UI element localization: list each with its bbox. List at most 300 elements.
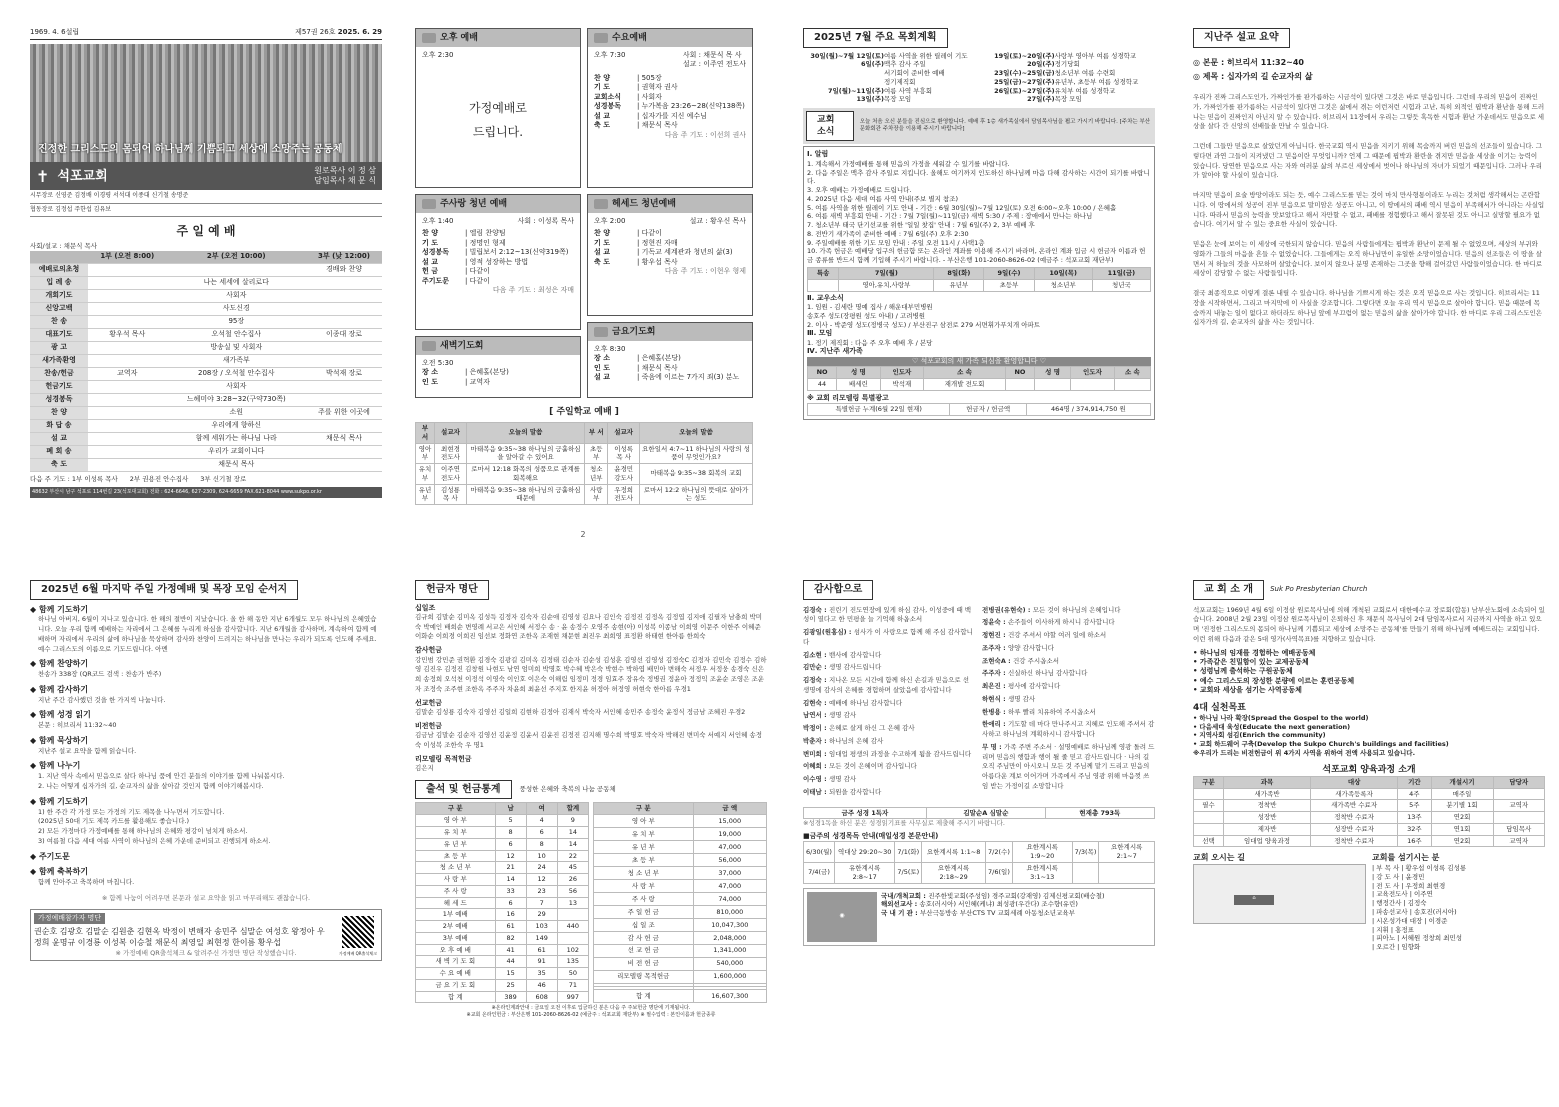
table-cell: 61	[495, 921, 526, 933]
thanks-name: 하현식 :	[982, 694, 1008, 703]
table-cell: 464명 / 374,914,750 원	[1026, 404, 1150, 416]
news-body	[803, 146, 1155, 420]
table-row	[982, 60, 1155, 69]
table-cell: 합 계	[594, 990, 694, 1003]
table-row	[30, 264, 382, 277]
table-cell	[306, 420, 382, 433]
table-header: 과목	[1223, 776, 1310, 788]
prayer-next-2: 2부 권용진 안수집사	[129, 475, 189, 484]
table-cell: 우리에게 향하신	[166, 420, 306, 433]
table-cell: 50	[557, 968, 588, 980]
table-cell: 6	[495, 897, 526, 909]
table-cell: 초등부	[984, 279, 1034, 291]
table-row	[803, 87, 976, 96]
sunday-school-title: [ 주일학교 예배 ]	[549, 407, 619, 417]
table-row	[416, 862, 589, 874]
goal-item: • 성령님께 출석하는 구원공동체	[1193, 667, 1293, 676]
thanks-name: 이태남 :	[803, 787, 829, 796]
table-cell	[306, 290, 382, 303]
table-cell: 6/30(월)	[804, 842, 835, 863]
item-value: | 정명인 형제	[465, 238, 506, 247]
item-label: 장 소	[422, 368, 438, 377]
table-header: 11일(금)	[1092, 268, 1150, 280]
church-name: 석포교회	[57, 168, 108, 184]
table-cell: 10	[526, 850, 557, 862]
table-row	[803, 69, 976, 78]
offering-names: 강민범 강민준 권혁환 김경숙 김광길 김미옥 김정태 김순자 김순성 김성훈 김영선 김영성 김정숙C 김정자 김민숙 김정수 김하영 김진우 김정진 김창원 나현도 남연 엄미희 박명호 박수혜 박은숙 박현수 박하엽 배민아 변해숙 서정우 서정웅 송경숙 신은희 송정희 오석천 이정석 이영숙 이인호 이은숙 이해림 임정미 정경 임효주 장유숙 정병권 정윤아 정정익 조윤순 조영은 조운자 조정숙 조주현 조한옥 주주자 차윤희 최윤선 주지호 한지윤 허정아 허정영 허현숙 한아름 우경1	[415, 655, 767, 693]
reading-note: ※성경1독을 하신 분은 성경읽기표를 사무실로 제출해 주시기 바랍니다.	[803, 819, 1005, 828]
table-cell	[88, 277, 166, 290]
table-row	[982, 87, 1155, 96]
table-cell: 12	[526, 874, 557, 886]
newcomer-banner: ♡ 석포교회의 새 가족 되심을 환영합니다 ♡	[807, 357, 1151, 366]
table-row	[1194, 812, 1545, 824]
table-cell	[88, 420, 166, 433]
plan-title: 2025년 7월 주요 목회계획	[803, 28, 948, 48]
table-cell: 헌금기도	[30, 381, 88, 394]
mission-label: 국내/개척교회 :	[881, 891, 929, 900]
list-item	[594, 121, 746, 130]
item-label: 장 소	[594, 354, 610, 363]
thanks-item	[803, 676, 976, 696]
table-cell: 청 소 년 부	[594, 867, 694, 880]
sermon-paragraph: 그런데 그들만 믿음으로 살았던게 아닙니다. 한국교회 역시 믿음을 지키기 위해 목숨까지 버린 믿음의 선조들이 있습니다. 그렇다면 과연 그들이 지켜냈던 그 믿음이란 무엇입니까? 언제 그 때문에 핍박과 환란을 겪지만 믿음을 세상을 이기는 능력이 있습니다. 당연한 믿음으로 사는 자와 여러분 삶의 부르신 세상에서 벗어나 하나님의 자녀가 되었기 때문입니다. 그러나 우리가 알아야 할 사실이 있습니다.	[1193, 142, 1543, 180]
offering-names: 김규희 김말순 김미옥 김성득 김정자 김숙자 김순애 김영성 김요나 김인숙 김정진 김정옥 김정엽 김지애 김필자 남충희 박미숙 박예인 배희순 변영례 서교은 서인혜 서정수 송 · 윤 송정수 오영주 송현(아) 이성복 이종남 이희영 이문주 이한주 이혜준 이화순 이희경 이희진 임선보 정화연 조한옥 조재현 채문현 최진우 최희영 표정환 하태현 한아름 한희숙	[415, 612, 763, 641]
thanks-item	[982, 669, 1155, 679]
fw-heading: ◆ 함께 찬양하기	[30, 659, 89, 669]
offering-category: 비전헌금	[415, 721, 443, 730]
plan-date: 26일(토)~27일(주)	[994, 86, 1055, 95]
table-row	[416, 815, 589, 827]
page-7	[803, 580, 1155, 1100]
cross-icon: ✝	[36, 166, 50, 186]
table-header: 2부 (오전 10:00)	[166, 251, 306, 264]
thanks-text: 양양 감사합니다	[1007, 643, 1054, 652]
table-cell: 성경봉독	[30, 394, 88, 407]
thanks-name: 김광일(원홍심) :	[803, 628, 854, 636]
notice-item: 9. 주일예배를 위한 기도 모임 안내 : 주일 오전 11시 / 사택1층	[807, 238, 985, 247]
item-label: 기 도	[594, 238, 610, 247]
plan-right-table	[982, 52, 1155, 105]
table-cell: 35	[526, 968, 557, 980]
table-cell	[88, 316, 166, 329]
thanks-text: 하나님의 은혜 감사	[828, 736, 884, 745]
mission-value: 송호(러시아) 서인혜(케냐) 최성광(우간다) 조수향(유린)	[919, 900, 1078, 909]
offering-stats-table	[593, 802, 767, 1003]
fw-heading: ◆ 함께 축복하기	[30, 867, 89, 877]
issue-header	[30, 28, 382, 40]
table-cell	[1099, 863, 1155, 884]
action-item: • 지역사회 섬김(Enrich the community)	[1193, 731, 1326, 740]
mission-value: 부산극동방송 부산CTS TV 교회세례 아동청소년교육부	[920, 909, 1075, 918]
table-cell: 2,048,000	[693, 931, 766, 944]
offering-category: 리모델링 목적헌금	[415, 754, 472, 763]
item-value: | 다같이	[465, 276, 490, 285]
table-row	[416, 484, 753, 505]
table-cell: 주 일 헌 금	[594, 905, 694, 918]
table-cell: 금 요 기 도 회	[416, 979, 496, 991]
table-header: 대상	[1311, 776, 1398, 788]
thanks-name: 남연서 :	[803, 711, 829, 720]
thanks-name: 김정숙 :	[803, 676, 829, 684]
fw-text: 본문 : 히브리서 11:32~40	[38, 721, 117, 730]
fw-heading: ◆ 함께 기도하기	[30, 796, 89, 806]
item-value: | 다같이	[465, 267, 490, 276]
mission-row	[881, 909, 1151, 918]
plan-event: 정기당회	[1054, 60, 1080, 69]
afternoon-body: 가정예배로 드립니다.	[469, 101, 527, 140]
table-row	[803, 52, 976, 61]
mission-row	[881, 900, 1151, 909]
table-cell	[1114, 379, 1150, 391]
page-number-2: 2	[580, 530, 586, 539]
goal-item: • 가족같은 친밀함이 있는 교제공동체	[1193, 657, 1309, 666]
goal-item: • 예수 그리스도의 장성한 분량에 이르는 훈련공동체	[1193, 676, 1355, 685]
offering-names: 김금남 김말순 김순자 김영선 김윤정 김윤서 김윤진 김정진 김지해 명수희 박명호 박숙자 박해진 변미숙 서예지 서인혜 송정숙 이성복 조한숙 우 명1	[415, 731, 763, 749]
remodel-table	[807, 403, 1151, 416]
table-cell: 새 벽 기 도 회	[416, 956, 496, 968]
thanks-item	[982, 606, 1155, 616]
table-cell: 91	[526, 956, 557, 968]
table-cell: 최현경 전도사	[435, 443, 467, 464]
table-cell: 나는 세세에 살리로다	[166, 277, 306, 290]
thanks-item	[982, 618, 1155, 628]
table-row	[416, 944, 589, 956]
notice-item: 8. 전반기 새가족이 준비한 예배 : 7월 6일(주) 오후 2:30	[807, 229, 969, 238]
sermon-paragraph: 우리가 진짜 그리스도인가, 가짜인가를 판가름하는 시금석이 있다면 그것은 바로 믿음입니다. 그런데 우리의 믿음이 진짜인가, 가짜인가를 판가름하는 시금석이 있다면 그것은 삶에서 겪는 이런저런 시험과 고난, 특히 외적인 핍박과 환난을 통해 드러나는 믿음이 진짜인지 아닌지 알 수 있습니다. 히브리서 11장에서 우리는 그렇듯 혹독한 시험과 환난 가운데서도 믿음으로 세상을 살다 간 신앙의 선배들을 만날 수 있습니다.	[1193, 93, 1545, 131]
thanks-item	[803, 651, 976, 661]
table-cell: 선 교 헌 금	[594, 944, 694, 957]
table-row	[416, 464, 753, 485]
table-cell	[88, 446, 166, 459]
thanks-text: 지나온 모든 시간에 함께 하신 손길과 믿음으로 선 생명에 감사의 은혜를 경험하며 살았음에 감사합니다	[803, 676, 970, 694]
table-cell: 광 고	[30, 342, 88, 355]
book-icon	[594, 33, 608, 43]
book-icon	[422, 33, 436, 43]
table-row	[982, 95, 1155, 104]
sermon-paragraph: 마지막 믿음이 요술 방망이라도 되는 듯, 예수 그리스도를 믿는 것이 마치 만사형통이라도 누리는 것처럼 생각해서는 곤란합니다. 이 땅에서의 성공이 진부 믿음으로 말미암은 성공도 아니고, 이 땅에서의 패배 역시 믿음이 부족해서가 아니라는 사실입니다. 따라서 믿음의 능력을 맛보았다고 해서 자만할 수 없고, 패배를 경험했다고 해서 잘못된 것도 아니고 실망할 필요가 없습니다. 여기서 알 수 있는 중요한 사실이 있습니다.	[1193, 191, 1545, 229]
sermon-title: ◎ 제목 : 십자가의 길 순교자의 삶	[1193, 72, 1313, 82]
table-cell	[166, 264, 306, 277]
youth-time: 오후 1:40	[422, 217, 454, 225]
congregation-photo	[30, 44, 382, 162]
table-header: 금 액	[693, 803, 766, 815]
reading-cell: 김말순A 심말순	[926, 807, 1045, 819]
table-row	[30, 316, 382, 329]
table-cell	[306, 381, 382, 394]
table-row	[30, 355, 382, 368]
table-cell: 합 계	[416, 991, 496, 1003]
table-cell: 함께 세워가는 하나님 나라	[166, 433, 306, 446]
plan-event: 서기회이 준비한 예배	[883, 69, 945, 78]
service-order-table	[30, 251, 382, 473]
reading-plan-title: ■금주의 성경목독 안내(매일성경 본문안내)	[803, 832, 939, 841]
office-item: | 오르간 | 임향화	[1372, 943, 1421, 952]
office-item: | 파송선교사 | 송호진(러시아)	[1372, 908, 1457, 917]
thanks-text: 건강 주시옵소서	[1013, 656, 1060, 665]
item-label: 교회소식	[594, 92, 622, 101]
table-cell	[1194, 788, 1224, 800]
table-row	[416, 874, 589, 886]
qr-code-icon[interactable]	[342, 916, 374, 948]
table-cell	[306, 342, 382, 355]
table-cell	[808, 279, 839, 291]
plan-date	[803, 69, 884, 78]
member-news-item: 송호주 성도(장평원 성도 아내) / 고려병원	[807, 311, 926, 320]
list-item	[594, 239, 746, 248]
table-cell: 7/1(화)	[895, 842, 922, 863]
table-cell: 주 사 랑	[416, 885, 496, 897]
thanks-text: 예배에 하나님 감사합니다	[828, 698, 903, 707]
table-cell: 6	[495, 838, 526, 850]
table-header: 3부 (낮 12:00)	[306, 251, 382, 264]
fri-time: 오후 8:30	[594, 345, 626, 353]
table-header: 9일(수)	[984, 268, 1034, 280]
table-cell: 담임목사	[1493, 823, 1544, 835]
meeting-item: 1. 정기 제직회 : 다음 주 오후 예배 후 / 본당	[807, 338, 933, 347]
fw-text: 지난 주간 감사했던 것을 한 가지씩 나눕니다.	[38, 695, 166, 704]
thanks-name: 김만순 :	[803, 663, 829, 672]
notice-item: 10. 가족 헌금은 예배당 입구의 헌금함 또는 온라인 계좌를 이용해 주시기 바라며, 온라인 계좌 입금 시 헌금자 이름과 헌금 종류를 반드시 함께 기입해 주시기 바랍니다. - 부산은행 101-2060-8626-02 (예금주 : 석포교회 재단부)	[807, 247, 1146, 265]
table-cell	[306, 459, 382, 472]
stats-title: 출석 및 헌금통계	[415, 780, 512, 800]
thanks-item	[803, 724, 976, 734]
book-icon	[594, 199, 608, 209]
table-cell: 신앙고백	[30, 303, 88, 316]
offering-names: 김말순 김성룡 김숙자 김영선 김일희 김현하 김정아 김재식 박숙자 서인혜 송민주 송정숙 윤정식 정금남 조혜진 우경2	[415, 708, 746, 717]
heset-time: 오후 2:00	[594, 217, 626, 225]
heset-title: 헤세드 청년예배	[612, 199, 676, 209]
table-row	[416, 979, 589, 991]
table-cell: 유 치 부	[416, 826, 496, 838]
thanks-item	[803, 775, 976, 785]
item-value: | 은혜홀(본당)	[465, 368, 509, 377]
list-item	[422, 277, 574, 286]
newcomer-head: Ⅳ. 지난주 새가족	[807, 347, 863, 356]
table-header: 인도자	[1071, 367, 1115, 379]
plan-date	[803, 78, 884, 87]
notice-item: 3. 오후 예배는 가정예배로 드립니다.	[807, 186, 912, 195]
church-intro-subtitle: Suk Po Presbyterian Church	[1270, 585, 1368, 594]
table-header: 8일(화)	[934, 268, 984, 280]
table-cell: 대표기도	[30, 329, 88, 342]
thanks-text: 은혜로 살게 하신 그 은혜 감사	[828, 724, 915, 732]
table-row	[30, 329, 382, 342]
table-cell: 74,000	[693, 893, 766, 906]
table-cell: 사랑부	[585, 484, 608, 505]
table-header: NO	[1005, 367, 1034, 379]
table-cell: 새가족반 수료자	[1311, 800, 1398, 812]
fw-heading: ◆ 주기도문	[30, 851, 70, 861]
table-cell	[1493, 812, 1544, 824]
table-cell: 810,000	[693, 905, 766, 918]
table-header: 설교자	[608, 423, 640, 444]
table-cell	[306, 355, 382, 368]
table-header: NO	[808, 367, 837, 379]
thanks-text: 모든 것이 은혜이며 감사입니다	[828, 762, 917, 771]
table-header	[30, 251, 88, 264]
table-cell: 24	[526, 862, 557, 874]
table-cell	[88, 303, 166, 316]
table-cell	[1072, 863, 1099, 884]
table-cell: 56,000	[693, 854, 766, 867]
item-value: | 채문식 목사	[637, 363, 678, 372]
heset-next: 다음 주 기도 : 이현우 형제	[664, 267, 746, 276]
page-3	[803, 28, 1155, 548]
table-cell: 56	[557, 885, 588, 897]
item-value: | 505장	[637, 73, 662, 82]
table-cell: 교역자	[88, 368, 166, 381]
sermon-scripture: ◎ 본문 : 히브리서 11:32~40	[1193, 57, 1304, 67]
office-item: | 피아노 | 서혜원 정창희 최민성	[1372, 934, 1463, 943]
table-cell: 영 아 부	[416, 815, 496, 827]
table-cell: 우리가 교회이니다	[166, 446, 306, 459]
table-cell: 5	[495, 815, 526, 827]
table-cell: 청소년부	[585, 464, 608, 485]
table-row	[30, 420, 382, 433]
founding-date: 1969. 4. 6설립	[30, 28, 80, 36]
table-cell: 1,341,000	[693, 944, 766, 957]
item-value: | 채문식 목사	[637, 121, 678, 130]
table-header: 남	[495, 803, 526, 815]
table-cell: 82	[495, 932, 526, 944]
table-row	[416, 850, 589, 862]
item-value: | 영적 성장하는 방법	[465, 257, 529, 266]
notice-item: 7. 청소년부 태국 단기선교를 위한 '일일 찻집' 안내 : 7월 6일(주) 2, 3부 예배 후	[807, 221, 1035, 230]
item-label: 찬 양	[594, 229, 610, 238]
mission-value: 진주한빛교회(주성임) 경주교회(강재영) 김제신평교회(배승철)	[928, 891, 1105, 900]
table-cell: 유 년 부	[416, 838, 496, 850]
list-item	[422, 267, 574, 276]
table-cell: 유년부	[416, 484, 435, 505]
thanks-item	[803, 711, 976, 721]
thanks-text: 가족 주변 주소서 · 설명예배로 하나님께 영광 돌려 드리며 믿음의 행함과 행이 될 줄 믿고 감사드립니다 · 나의 길 오직 주님만이 아시오니 모든 것 주님께 맡기 드리고 믿음의 아름다운 계보 이어가며 가족에서 주님 영광 위해 마음껏 쓰임 받는 가정이길 소망합니다	[982, 742, 1155, 790]
action-item: • 하나님 나라 확장(Spread the Gospel to the world)	[1193, 713, 1369, 722]
table-cell: 방송실 및 사회자	[166, 342, 306, 355]
table-cell: 7/4(금)	[804, 863, 835, 884]
wed-host: 사회 : 채문식 목 사 설교 : 이주연 전도사	[682, 51, 746, 69]
thanks-text: 기도할 데 마다 만나주시고 지혜로 인도해 주셔서 감사하고 하나님의 계획하시니 감사합니다	[982, 720, 1155, 738]
thanks-name: 김경숙 :	[803, 605, 829, 614]
table-cell: 초 등 부	[594, 854, 694, 867]
office-item: | 전 도 사 | 우정희 최현경	[1372, 881, 1446, 890]
prayer-next-3: 3부 신기철 장로	[200, 475, 247, 484]
item-value: | 은혜홀(본당)	[637, 354, 681, 363]
page-5	[30, 580, 382, 1100]
thanks-name: 변미희 :	[803, 749, 829, 758]
item-label: 찬 양	[422, 229, 438, 238]
notice-item: 4. 2025년 다음 세대 여름 사역 안내(주보 별지 참조)	[807, 194, 959, 203]
table-cell: 1,600,000	[693, 970, 766, 983]
table-row	[416, 921, 589, 933]
table-cell: 오 후 예 배	[416, 944, 496, 956]
notice-head: Ⅰ. 알림	[807, 150, 829, 159]
table-cell: 7/3(목)	[1072, 842, 1099, 863]
table-cell: 요한계시록 1:1~8	[922, 842, 986, 863]
thanks-item	[803, 788, 976, 798]
table-cell: 440	[557, 921, 588, 933]
item-label: 헌 금	[422, 267, 438, 276]
table-cell: 영 아 부	[594, 815, 694, 828]
offering-category: 감사헌금	[415, 646, 443, 655]
table-cell: 12	[495, 850, 526, 862]
item-value: | 황우섭 목사	[637, 257, 678, 266]
page-6	[415, 580, 767, 1100]
notice-item: 6. 여름 새벽 부흥회 안내 - 기간 : 7월 7일(월)~11일(금) 새벽 5:30 / 주제 : 장애에서 만나는 하나님	[807, 212, 1093, 221]
offering-category: 십일조	[415, 603, 436, 612]
item-label: 설 교	[422, 257, 438, 266]
thanks-name: 무 명 :	[982, 742, 1004, 751]
list-item	[594, 102, 746, 111]
plan-event: 사랑부 영아부 여름 성경학교	[1054, 51, 1137, 60]
table-cell: 윤경민 강도사	[608, 464, 640, 485]
list-item	[422, 258, 574, 267]
table-cell	[88, 381, 166, 394]
table-row	[982, 52, 1155, 61]
offering-list-title: 헌금자 명단	[415, 580, 489, 600]
table-header: 10일(목)	[1034, 268, 1092, 280]
thanks-name: 정현진 :	[982, 631, 1008, 639]
item-label: 기 도	[594, 83, 610, 92]
thanks-name: 박정이 :	[803, 724, 829, 732]
table-cell: 요한계시록 2:1~7	[1099, 842, 1155, 863]
thanks-text: 손주들이 이사하게 하시니 감사합니다	[1007, 618, 1115, 627]
table-cell: 주 사 랑	[594, 893, 694, 906]
table-row	[30, 407, 382, 420]
table-cell: 19,000	[693, 828, 766, 841]
table-row	[1194, 800, 1545, 812]
table-cell: 비 전 헌 금	[594, 957, 694, 970]
item-label: 인 도	[422, 377, 438, 386]
thanks-text: 밴사에 감사합니다	[828, 650, 882, 659]
newcomer-table	[807, 366, 1151, 391]
attendance-table	[415, 802, 589, 1003]
table-header: 성 명	[1035, 367, 1071, 379]
table-cell: 마태복음 9:35~38 회복의 교회	[640, 464, 753, 485]
thanks-item	[982, 631, 1155, 641]
table-row	[803, 95, 976, 104]
thanks-item	[803, 750, 976, 760]
table-row	[804, 842, 1155, 863]
table-row	[804, 863, 1155, 884]
table-cell: 사도신경	[166, 303, 306, 316]
item-label: 설 교	[594, 248, 610, 257]
table-cell: 7/5(토)	[895, 863, 922, 884]
thanks-name: 한애리 :	[982, 720, 1008, 729]
table-header: 부 서	[416, 423, 435, 444]
table-cell: 16,607,300	[693, 990, 766, 1003]
table-row	[416, 909, 589, 921]
table-cell: 41	[495, 944, 526, 956]
office-item: | 시온성가대 대장 | 이경준	[1372, 916, 1448, 925]
list-item	[594, 373, 746, 382]
plan-date: 6일(주)	[860, 60, 884, 69]
table-row	[30, 394, 382, 407]
table-row	[416, 956, 589, 968]
plan-date: 25일(금)~27일(주)	[994, 77, 1055, 86]
table-cell: 마태복음 9:35~38 하나님의 긍휼하심 때문에	[466, 484, 584, 505]
wed-title: 수요예배	[612, 33, 647, 43]
mission-row	[881, 892, 1151, 901]
table-cell: 설 교	[30, 433, 88, 446]
table-row	[594, 990, 767, 1003]
dawn-time: 오전 5:30	[422, 359, 454, 367]
table-cell	[1071, 379, 1115, 391]
thanks-text: 신실하신 하나님 감사합니다	[1007, 669, 1088, 678]
table-header: 합계	[557, 803, 588, 815]
table-cell: 감 사 헌 금	[594, 931, 694, 944]
church-map[interactable]	[1193, 864, 1366, 924]
